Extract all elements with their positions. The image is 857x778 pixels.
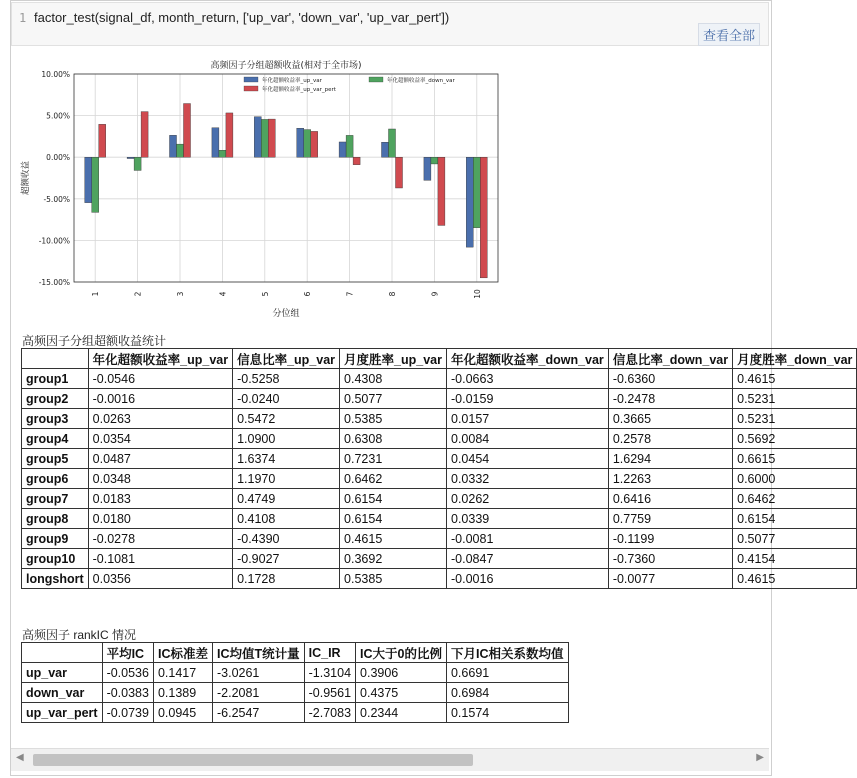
table-row bbox=[22, 703, 569, 723]
chart-title: 高频因子分组超额收益(相对于全市场) bbox=[210, 61, 362, 71]
table-cell: 0.0454 bbox=[447, 449, 609, 469]
bar bbox=[346, 135, 353, 157]
row-label: group3 bbox=[22, 409, 89, 429]
table-row bbox=[22, 409, 857, 429]
row-label: group4 bbox=[22, 429, 89, 449]
code-text[interactable]: factor_test(signal_df, month_return, ['up_var', 'down_var', 'up_var_pert']) bbox=[34, 10, 450, 25]
table-cell: 0.0332 bbox=[447, 469, 609, 489]
table-cell: 0.6416 bbox=[608, 489, 732, 509]
table-row bbox=[22, 509, 857, 529]
table-cell: 0.1728 bbox=[233, 569, 340, 589]
table-cell: 0.1574 bbox=[446, 703, 568, 723]
table-cell: -0.0077 bbox=[608, 569, 732, 589]
row-label: group2 bbox=[22, 389, 89, 409]
bar bbox=[424, 157, 431, 180]
table-cell: 0.6615 bbox=[733, 449, 857, 469]
table-cell: 0.3665 bbox=[608, 409, 732, 429]
bar bbox=[141, 112, 148, 158]
scrollbar-thumb[interactable] bbox=[33, 754, 473, 766]
ic-table-header-row bbox=[22, 643, 569, 663]
table-row bbox=[22, 569, 857, 589]
table-cell: -0.0016 bbox=[88, 389, 232, 409]
y-tick-label: -5.00% bbox=[43, 194, 70, 204]
table-cell: 0.0487 bbox=[88, 449, 232, 469]
table-cell: 0.6691 bbox=[446, 663, 568, 683]
ic-table-caption: 高频因子 rankIC 情况 bbox=[22, 628, 137, 642]
x-tick-label: 3 bbox=[176, 291, 185, 297]
table-cell: -0.0536 bbox=[102, 663, 153, 683]
table-cell: 0.6154 bbox=[340, 489, 447, 509]
table-cell: -6.2547 bbox=[212, 703, 304, 723]
table-cell: 0.2578 bbox=[608, 429, 732, 449]
table-cell: -0.0383 bbox=[102, 683, 153, 703]
code-cell[interactable] bbox=[11, 2, 769, 46]
table-row bbox=[22, 389, 857, 409]
y-tick-label: 10.00% bbox=[41, 70, 70, 79]
table-row bbox=[22, 683, 569, 703]
legend-label: 年化超额收益率_up_var_pert bbox=[262, 87, 336, 93]
row-label: up_var bbox=[22, 663, 103, 683]
table-row bbox=[22, 369, 857, 389]
bar bbox=[382, 142, 389, 157]
bar bbox=[177, 144, 184, 157]
table-cell: 0.4375 bbox=[356, 683, 447, 703]
table-cell: 0.5692 bbox=[733, 429, 857, 449]
table-cell: 0.5385 bbox=[340, 569, 447, 589]
table-cell: -0.0663 bbox=[447, 369, 609, 389]
x-tick-label: 9 bbox=[430, 291, 440, 297]
row-label: group6 bbox=[22, 469, 89, 489]
table-cell: -0.0240 bbox=[233, 389, 340, 409]
table-cell: 0.0157 bbox=[447, 409, 609, 429]
table-cell: -0.0278 bbox=[88, 529, 232, 549]
table-cell: -1.3104 bbox=[304, 663, 355, 683]
x-tick-label: 1 bbox=[91, 291, 101, 297]
row-label: group10 bbox=[22, 549, 89, 569]
table-row bbox=[22, 529, 857, 549]
bar bbox=[396, 157, 403, 188]
table-cell: 0.0945 bbox=[153, 703, 212, 723]
table-cell: 0.6462 bbox=[340, 469, 447, 489]
table-cell: 0.6000 bbox=[733, 469, 857, 489]
group-table-column-header: 月度胜率_up_var bbox=[340, 349, 447, 369]
bar bbox=[219, 150, 226, 157]
ic-table-column-header: IC_IR bbox=[304, 643, 355, 663]
table-cell: 0.4108 bbox=[233, 509, 340, 529]
bar bbox=[254, 117, 261, 158]
row-label: up_var_pert bbox=[22, 703, 103, 723]
x-tick-label: 7 bbox=[345, 291, 355, 297]
y-tick-label: -15.00% bbox=[38, 278, 70, 287]
table-cell: 0.0262 bbox=[447, 489, 609, 509]
bar bbox=[184, 104, 191, 158]
table-cell: -0.1199 bbox=[608, 529, 732, 549]
y-tick-label: 0.00% bbox=[46, 153, 70, 163]
table-cell: 1.6374 bbox=[233, 449, 340, 469]
table-cell: -0.5258 bbox=[233, 369, 340, 389]
table-cell: 0.0348 bbox=[88, 469, 232, 489]
bar bbox=[311, 131, 318, 157]
ic-table-column-header: IC标准差 bbox=[153, 643, 212, 663]
legend-swatch bbox=[244, 86, 258, 91]
table-cell: -0.0739 bbox=[102, 703, 153, 723]
table-cell: 0.3906 bbox=[356, 663, 447, 683]
x-tick-label: 6 bbox=[303, 291, 313, 297]
bar bbox=[304, 130, 311, 158]
bar bbox=[297, 128, 304, 157]
bar bbox=[127, 157, 134, 158]
legend-swatch bbox=[244, 77, 258, 82]
x-tick-label: 8 bbox=[388, 291, 397, 297]
table-cell: -3.0261 bbox=[212, 663, 304, 683]
scroll-left-icon[interactable]: ◀ bbox=[16, 752, 24, 763]
bar bbox=[134, 157, 141, 170]
table-cell: 1.0900 bbox=[233, 429, 340, 449]
table-cell: 0.4154 bbox=[733, 549, 857, 569]
table-cell: -0.0159 bbox=[447, 389, 609, 409]
legend-label: 年化超额收益率_down_var bbox=[387, 78, 455, 84]
bar bbox=[92, 157, 99, 212]
table-cell: 1.6294 bbox=[608, 449, 732, 469]
table-cell: 0.0356 bbox=[88, 569, 232, 589]
row-label: group7 bbox=[22, 489, 89, 509]
x-tick-label: 2 bbox=[133, 291, 143, 297]
table-cell: -0.9561 bbox=[304, 683, 355, 703]
table-cell: 0.4749 bbox=[233, 489, 340, 509]
table-cell: 0.4615 bbox=[733, 369, 857, 389]
x-axis-label: 分位组 bbox=[272, 309, 300, 319]
table-cell: 0.0339 bbox=[447, 509, 609, 529]
group-table-column-header: 年化超额收益率_up_var bbox=[88, 349, 232, 369]
table-cell: 0.4615 bbox=[733, 569, 857, 589]
group-table-column-header: 信息比率_down_var bbox=[608, 349, 732, 369]
bar bbox=[438, 157, 445, 225]
line-number: 1 bbox=[19, 11, 27, 25]
bar bbox=[261, 119, 268, 157]
bar bbox=[431, 157, 438, 164]
ic-table-column-header: IC大于0的比例 bbox=[356, 643, 447, 663]
cell-output bbox=[12, 50, 853, 742]
bar bbox=[389, 129, 396, 157]
row-label: group5 bbox=[22, 449, 89, 469]
table-cell: 0.3692 bbox=[340, 549, 447, 569]
table-cell: 0.7231 bbox=[340, 449, 447, 469]
table-cell: 0.7759 bbox=[608, 509, 732, 529]
bar bbox=[353, 157, 360, 164]
table-cell: 0.2344 bbox=[356, 703, 447, 723]
rank-ic-table bbox=[21, 642, 569, 723]
table-cell: 0.0354 bbox=[88, 429, 232, 449]
scroll-right-icon[interactable]: ▶ bbox=[756, 752, 764, 763]
table-cell: 0.5231 bbox=[733, 409, 857, 429]
group-table-column-header bbox=[22, 349, 89, 369]
table-cell: -2.2081 bbox=[212, 683, 304, 703]
table-cell: 0.0183 bbox=[88, 489, 232, 509]
bar bbox=[226, 113, 233, 157]
table-cell: -0.4390 bbox=[233, 529, 340, 549]
table-cell: 0.1417 bbox=[153, 663, 212, 683]
table-row bbox=[22, 469, 857, 489]
y-tick-label: -10.00% bbox=[38, 236, 70, 246]
horizontal-scrollbar[interactable] bbox=[11, 748, 769, 771]
bar bbox=[212, 128, 219, 157]
table-cell: -0.9027 bbox=[233, 549, 340, 569]
bar-chart bbox=[12, 56, 512, 318]
table-cell: -0.0081 bbox=[447, 529, 609, 549]
table-cell: 0.5385 bbox=[340, 409, 447, 429]
table-cell: 0.5231 bbox=[733, 389, 857, 409]
bar bbox=[480, 157, 487, 278]
table-row bbox=[22, 489, 857, 509]
group-table-caption: 高频因子分组超额收益统计 bbox=[22, 334, 167, 348]
table-cell: -0.2478 bbox=[608, 389, 732, 409]
group-table-header-row bbox=[22, 349, 857, 369]
row-label: group1 bbox=[22, 369, 89, 389]
table-cell: 0.4308 bbox=[340, 369, 447, 389]
ic-table-column-header: 平均IC bbox=[102, 643, 153, 663]
table-cell: 0.0084 bbox=[447, 429, 609, 449]
table-cell: -0.0546 bbox=[88, 369, 232, 389]
table-cell: 0.4615 bbox=[340, 529, 447, 549]
table-cell: 1.1970 bbox=[233, 469, 340, 489]
bar bbox=[85, 157, 92, 202]
bar bbox=[466, 157, 473, 247]
table-cell: 0.5077 bbox=[340, 389, 447, 409]
table-cell: 0.5472 bbox=[233, 409, 340, 429]
table-row bbox=[22, 429, 857, 449]
x-tick-label: 4 bbox=[218, 291, 228, 297]
bar bbox=[170, 135, 177, 157]
bar bbox=[339, 142, 346, 157]
ic-table-column-header: IC均值T统计量 bbox=[212, 643, 304, 663]
table-row bbox=[22, 663, 569, 683]
view-all-button[interactable]: 查看全部 bbox=[698, 23, 760, 46]
bar bbox=[473, 157, 480, 227]
bar bbox=[268, 119, 275, 157]
group-table-column-header: 月度胜率_down_var bbox=[733, 349, 857, 369]
table-cell: 0.6308 bbox=[340, 429, 447, 449]
table-cell: 0.6154 bbox=[733, 509, 857, 529]
table-cell: -0.6360 bbox=[608, 369, 732, 389]
group-return-table bbox=[21, 348, 857, 589]
table-cell: 0.6984 bbox=[446, 683, 568, 703]
table-cell: 0.1389 bbox=[153, 683, 212, 703]
row-label: group8 bbox=[22, 509, 89, 529]
table-cell: -0.0016 bbox=[447, 569, 609, 589]
legend-swatch bbox=[369, 77, 383, 82]
table-cell: 1.2263 bbox=[608, 469, 732, 489]
table-cell: -2.7083 bbox=[304, 703, 355, 723]
bar bbox=[99, 124, 106, 157]
x-tick-label: 10 bbox=[472, 289, 482, 299]
table-row bbox=[22, 449, 857, 469]
table-cell: -0.7360 bbox=[608, 549, 732, 569]
legend-label: 年化超额收益率_up_var bbox=[262, 78, 322, 84]
ic-table-column-header bbox=[22, 643, 103, 663]
y-axis-label: 超额收益 bbox=[21, 160, 31, 196]
row-label: down_var bbox=[22, 683, 103, 703]
y-tick-label: 5.00% bbox=[46, 111, 70, 121]
table-cell: 0.0180 bbox=[88, 509, 232, 529]
ic-table-column-header: 下月IC相关系数均值 bbox=[446, 643, 568, 663]
row-label: group9 bbox=[22, 529, 89, 549]
table-row bbox=[22, 549, 857, 569]
group-table-column-header: 信息比率_up_var bbox=[233, 349, 340, 369]
x-tick-label: 5 bbox=[260, 291, 270, 297]
table-cell: -0.0847 bbox=[447, 549, 609, 569]
table-cell: 0.6154 bbox=[340, 509, 447, 529]
row-label: longshort bbox=[22, 569, 89, 589]
table-cell: 0.6462 bbox=[733, 489, 857, 509]
table-cell: 0.5077 bbox=[733, 529, 857, 549]
table-cell: 0.0263 bbox=[88, 409, 232, 429]
table-cell: -0.1081 bbox=[88, 549, 232, 569]
group-table-column-header: 年化超额收益率_down_var bbox=[447, 349, 609, 369]
